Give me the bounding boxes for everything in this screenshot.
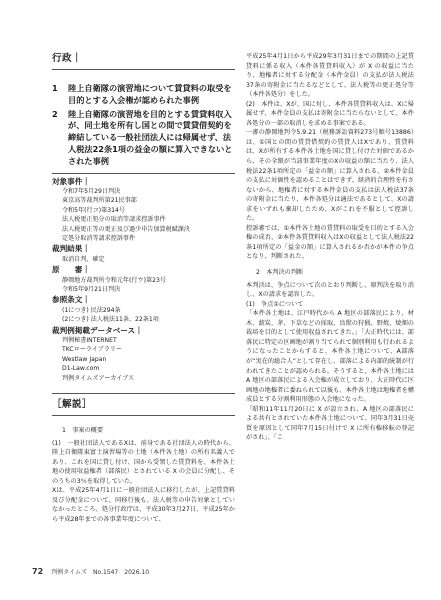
body-paragraph: 平成25年4月1日から平成29年3月31日までの期間の上記賃貸料に係る収入（本件各賃貸料収入）が X の収益に当たり、地権者に対する分配金（本件金員）の支払が法人税法37条の寄附金に当たるなどとして、法人税等の更正処分等（本件各処分）をした。	[246, 53, 414, 99]
page-footer	[32, 567, 149, 576]
body-paragraph: (1) 一般社団法人であるXは、前身である社団法人の時代から、陸上自衛隊東富士演習場等の土地（本件各土地）の所有名義人であり、これを国に貸し付け、国から受領した賃貸料を、本件各土地の使用収益権者（部落民）とされている X の会員に分配し、そのうちの3％を取得していた。	[52, 439, 235, 485]
page-number: 72	[32, 567, 44, 576]
subsection-heading: 2 本判決の判断	[256, 269, 304, 277]
subsection-heading: 1 事案の概要	[62, 427, 104, 435]
left-column	[52, 52, 235, 525]
case-metadata	[52, 173, 235, 384]
body-paragraph: 「昭和11年11月20日に X が設立され、A 地区の部落民による共有とされていた本件各土地について、同年3月31日売買を原因として同年7月15日付けで X に所有権移転の登記がされ」、「こ	[246, 405, 414, 442]
meta-line: (1につき) 民法294条	[62, 306, 121, 314]
commentary-title: ［解説］	[52, 393, 235, 416]
meta-line: TKCローライブラリー	[62, 346, 123, 354]
meta-line: 法人税更正等の更正及び過少申告加算税賦課決	[62, 225, 190, 233]
meta-heading: 裁判例掲載データベース｜	[52, 325, 143, 335]
meta-heading: 裁判結果｜	[52, 244, 90, 254]
headline-text: 陸上自衛隊の演習地について賃貸料の取受を目的とする入会権が認められた事例	[68, 83, 232, 105]
headline-text: 陸上自衛隊の演習地を目的とする賃貸料収入が、同土地を所有し国との間で賃貸借契約を締結している一般社団法人には帰属せず、法人税法22条1項の益金の額に算入できないとされた事例	[68, 108, 233, 166]
body-paragraph: 本判決は、争点について次のとおり判断し、原判決を取り消し、Xの請求を認容した。	[246, 281, 414, 299]
meta-line: D1-Law.com	[62, 365, 100, 373]
body-paragraph: 控訴審では、①本件各土地の賃貸料の取受を目的とする入会権の成否、②本件各賃貸料収入はXの収益として法人税法22条1項所定の「益金の額」に算入されるか否かが本件の争点となり、判断された。	[246, 224, 414, 261]
meta-line: 取消自判、確定	[62, 255, 105, 263]
headline-2	[52, 109, 235, 168]
meta-line: 東京高等裁判所第21民事部	[62, 197, 137, 205]
meta-heading: 参照条文｜	[52, 295, 90, 305]
body-paragraph: 一審の静岡地判令5.9.21（税務訴訟資料273号順号13886）は、①国との間の賃貸借契約の賃貸人はXであり、賃貸料は、Xが所有する本件各土地を国に貸し付けた対価であるから、その全額が当該事業年度のXの収益の額に当たり、法人税法22条1項所定の「益金の額」に算入される、②本件金員の支払に対価性を認めることはできず、経済的合理性を有さないから、地権者に対する本件金員の支払は法人税法37条の寄附金に当たり、本件各処分は適法であるとして、Xの請求をいずれも棄却したため、Xがこれを不服として控訴した。	[246, 129, 414, 223]
meta-heading: 対象事件｜	[52, 176, 90, 186]
meta-line: 令和7年5月29日判決	[62, 187, 121, 195]
body-paragraph: (1) 争点①について	[246, 300, 304, 308]
meta-line: 判例秘書INTERNET	[62, 337, 117, 345]
headline-number: 2	[52, 108, 58, 119]
meta-heading: 原 審｜	[52, 265, 90, 275]
meta-line: 静岡地方裁判所令和元年(行ウ)第23号	[62, 276, 166, 284]
body-paragraph: 「本件各土地は、江戸時代から A 地区の部落民により、材木、薪炭、茅、下草などの採取、鳥獣の狩猟、野焼、焼畑の栽培を目的として使用収益されてきた。」「大正時代には、部落民に特定の区画地が割り当てられて個別利用も行われるようになったことからすると、本件各土地について、A部落が“実在的総合人”として存在し、部落による内部的統制が行われてきたことが認められる。そうすると、本件各土地には A 地区の部落民による入会権が成立しており、大正時代に区画地の地権者に委ねられて以後も、本件各土地は地権者を構成員とする分割利用形態の入会地になった。	[246, 310, 414, 404]
meta-line: Westlaw Japan	[62, 355, 107, 363]
right-column	[246, 52, 414, 443]
meta-line: 令和5年(行コ)第314号	[62, 206, 125, 214]
headline-1	[52, 83, 235, 107]
headline-number: 1	[52, 83, 58, 93]
section-title: 行政｜	[52, 52, 235, 70]
body-paragraph: (2) 本件は、Xが、国に対し、本件各賃貸料収入は、Xに帰属せず、本件金員の支払は寄附金に当たらないとして、本件各処分の一部の取消しを求める事案である。	[246, 100, 414, 127]
body-paragraph: Xは、平成25年4月1日に一般社団法人に移行したが、上記賃貸料及び分配金について、同移行後も、法人税等の申告対象としていなかったところ、処分行政庁は、平成30年3月27日、平成25年から平成28年までの各事業年度について、	[52, 487, 235, 524]
journal-citation: 判例タイムズ No.1547 2026.10	[51, 569, 150, 576]
meta-line: 定処分取消等請求控訴事件	[62, 235, 136, 243]
meta-line: 令和5年9月21日判決	[62, 286, 121, 294]
meta-line: 判例タイムズアーカイブス	[62, 374, 135, 382]
meta-line: 法人税更正処分の取消等請求控訴事件	[62, 216, 166, 224]
meta-line: (2につき) 法人税法11条、22条1項	[62, 316, 159, 324]
